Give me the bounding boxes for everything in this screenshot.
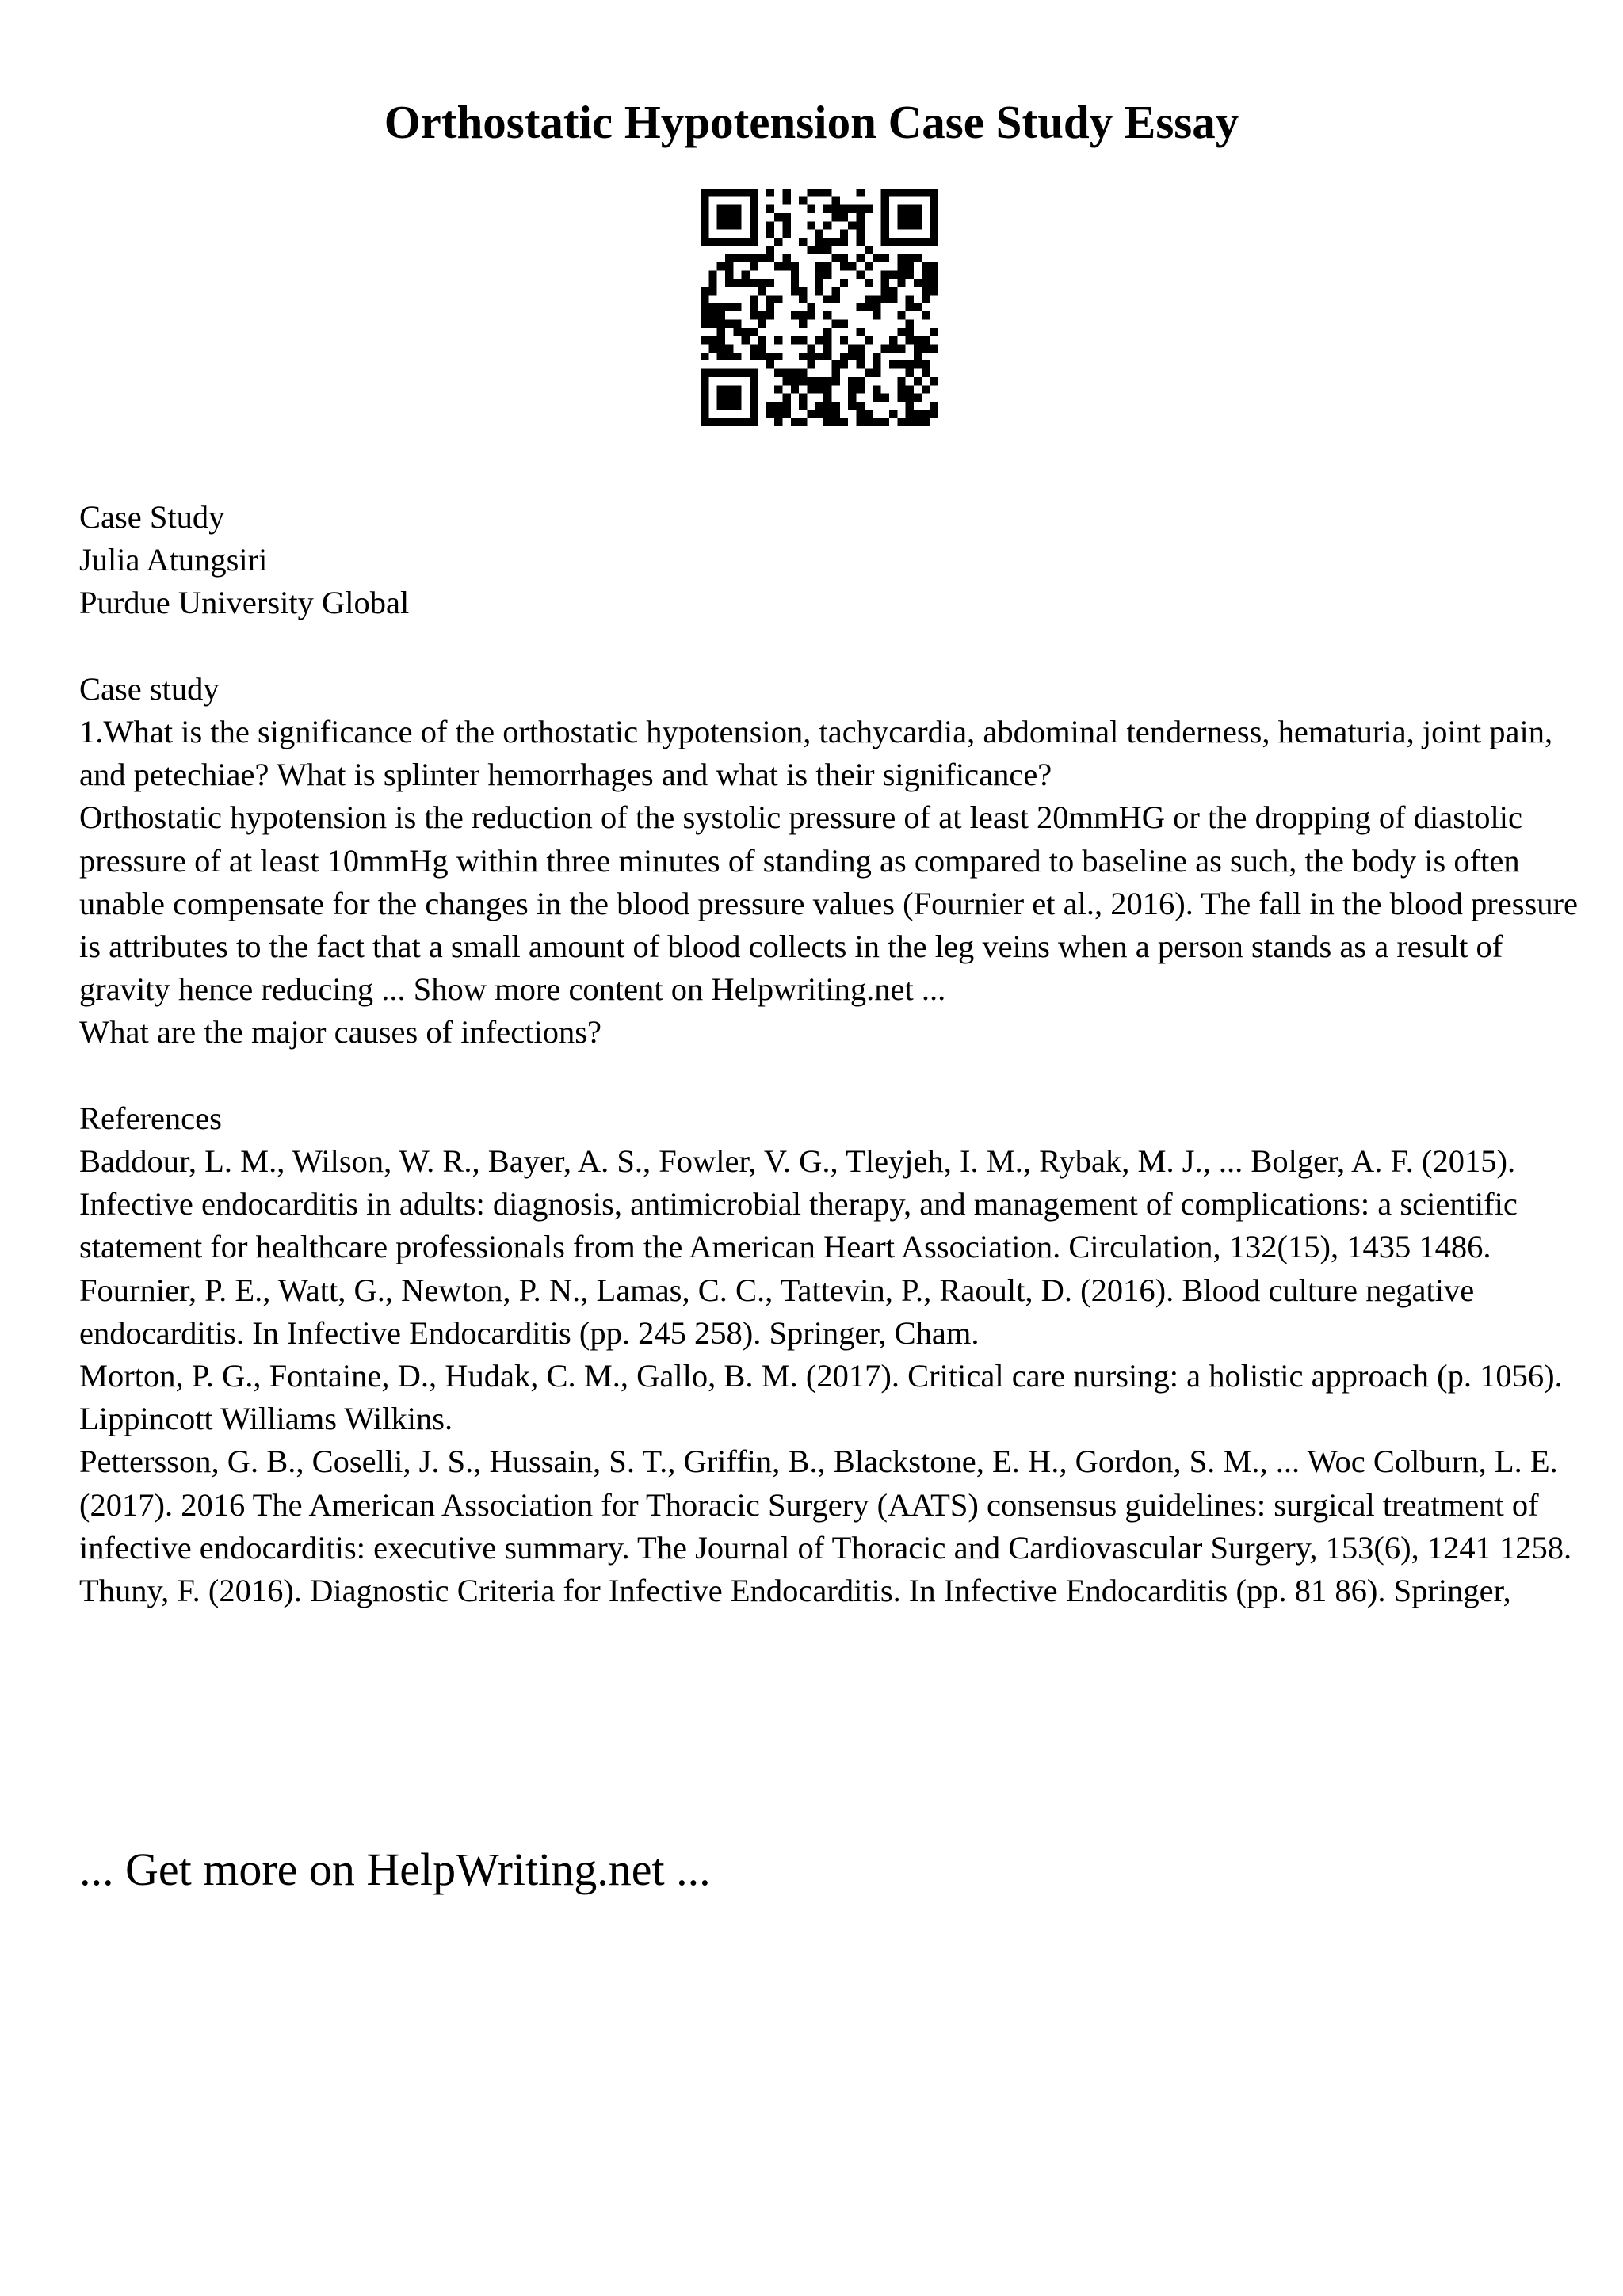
document-body bbox=[79, 496, 1585, 1612]
reference-item: Thuny, F. (2016). Diagnostic Criteria for Infective Endocarditis. In Infective Endocarditis (pp. 81 86). Springer, bbox=[79, 1573, 1511, 1609]
answer-text: Orthostatic hypotension is the reduction of the systolic pressure of at least 20mmHG or the dropping of diastolic pressure of at least 10mmHg within three minutes of standing as compared to baseline as such, the body is often unable compensate for the changes in the blood pressure values (Fournier et al., 2016). The fall in the blood pressure is attributes to the fact that a small amount of blood collects in the leg veins when a person stands as a result of gravity hence reducing ... Show more content on Helpwriting.net ... bbox=[79, 799, 1578, 1008]
footer-get-more-link[interactable]: ... Get more on HelpWriting.net ... bbox=[79, 1844, 711, 1895]
qr-code-icon bbox=[701, 189, 938, 426]
reference-item: Fournier, P. E., Watt, G., Newton, P. N., Lamas, C. C., Tattevin, P., Raoult, D. (2016). Blood culture negative endocarditis. In Infective Endocarditis (pp. 245 258). Springer, Cham. bbox=[79, 1272, 1475, 1351]
document-title: Orthostatic Hypotension Case Study Essay bbox=[384, 96, 1239, 148]
section-label: Case study bbox=[79, 670, 220, 707]
reference-item: Baddour, L. M., Wilson, W. R., Bayer, A. S., Fowler, V. G., Tleyjeh, I. M., Rybak, M. J., ... Bolger, A. F. (2015). Infective endocarditis in adults: diagnosis, antimicrobial therapy, and management of complications: a scientific statement for healthcare professionals from the American Heart Association. Circulation, 132(15), 1435 1486. bbox=[79, 1143, 1518, 1265]
reference-item: Morton, P. G., Fontaine, D., Hudak, C. M., Gallo, B. M. (2017). Critical care nursing: a holistic approach (p. 1056). Lippincott Williams Wilkins. bbox=[79, 1358, 1563, 1437]
header-line-course: Case Study bbox=[79, 499, 225, 535]
question-text: 1.What is the significance of the orthostatic hypotension, tachycardia, abdominal tenderness, hematuria, joint pain, and petechiae? What is splinter hemorrhages and what is their significance? bbox=[79, 714, 1553, 793]
header-line-author: Julia Atungsiri bbox=[79, 542, 268, 578]
header-line-institution: Purdue University Global bbox=[79, 585, 410, 621]
reference-item: Pettersson, G. B., Coselli, J. S., Hussain, S. T., Griffin, B., Blackstone, E. H., Gordon, S. M., ... Woc Colburn, L. E. (2017). 2016 The American Association for Thoracic Surgery (AATS) consensus guidelines: surgical treatment of infective endocarditis: executive summary. The Journal of Thoracic and Cardiovascular Surgery, 153(6), 1241 1258. bbox=[79, 1444, 1572, 1566]
followup-question: What are the major causes of infections? bbox=[79, 1014, 601, 1051]
references-heading: References bbox=[79, 1100, 222, 1136]
